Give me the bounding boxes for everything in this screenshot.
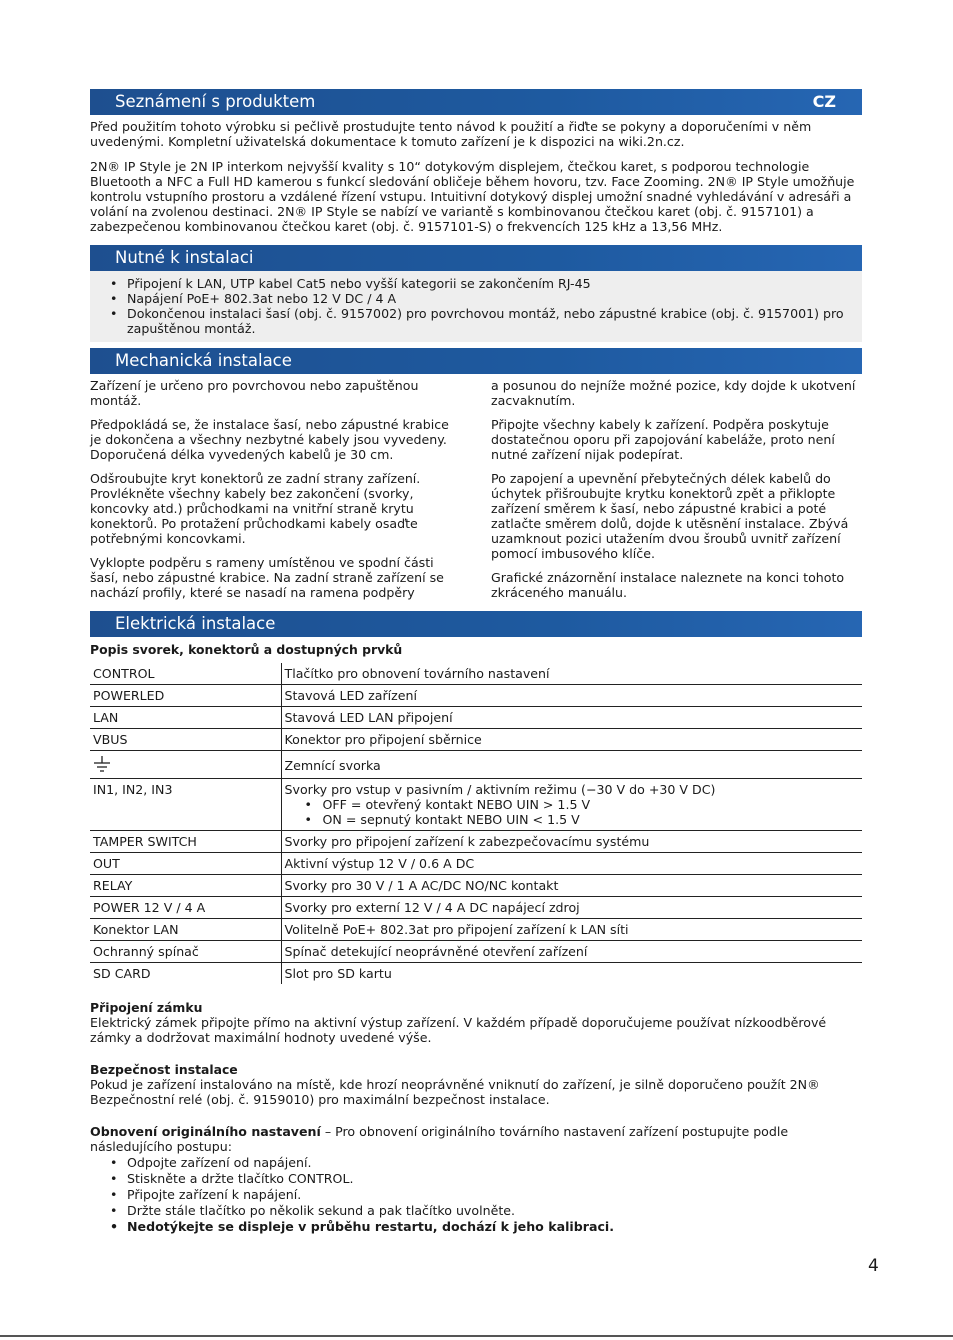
table-cell-value: Aktivní výstup 12 V / 0.6 A DC [281, 853, 862, 875]
table-cell-value: Stavová LED LAN připojení [281, 707, 862, 729]
lock-text: Elektrický zámek připojte přímo na aktivní výstup zařízení. V každém případě doporučujeme používat nízkoodběrové zámky a dodržovat maximální hodnoty uvedené výše. [90, 1015, 827, 1045]
intro-paragraph: 2N® IP Style je 2N IP interkom nejvyšší kvality s 10“ dotykovým displejem, čtečkou karet, s podporou technologie Bluetooth a NFC a Full HD kamerou s funkcí sledování obličeje během hovoru, tzv. Face Zooming. 2N® IP Style umožňuje kontrolu vstupního prostoru a vzdálené řízení vstupu. Intuitivní dotykový displej umožní snadné vyhledávání v adresáři a volání na zvolenou destinaci. 2N® IP Style se nabízí ve variantě s kombinovanou čtečkou karet (obj. č. 9157101) a zabezpečenou kombinovanou čtečkou karet (obj. č. 9157101-S) o frekvencích 125 kHz a 13,56 MHz. [90, 159, 855, 234]
bottom-divider [0, 1335, 953, 1337]
section-title: Mechanická instalace [115, 351, 292, 370]
terminals-table [90, 663, 862, 984]
paragraph: a posunou do nejníže možné pozice, kdy dojde k ukotvení zacvaknutím. [491, 378, 856, 408]
list-item: • Odpojte zařízení od napájení. [90, 1155, 862, 1170]
table-cell-key: IN1, IN2, IN3 [90, 779, 281, 831]
table-row [90, 897, 862, 919]
paragraph: Předpokládá se, že instalace šasí, nebo zápustné krabice je dokončena a všechny nezbytné kabely jsou vyvedeny. Doporučená délka vyvedených kabelů je 30 cm. [90, 417, 449, 462]
paragraph: Připojte všechny kabely k zařízení. Podpěra poskytuje dostatečnou oporu při zapojování kabeláže, proto není nutné zařízení nijak podepírat. [491, 417, 835, 462]
table-cell-value: Zemnící svorka [281, 751, 862, 779]
table-row [90, 779, 862, 831]
paragraph: Zařízení je určeno pro povrchovou nebo zapuštěnou montáž. [90, 378, 419, 408]
list-item: • OFF = otevřený kontakt NEBO UIN > 1.5 V [285, 797, 860, 812]
table-cell-value [281, 779, 862, 831]
list-item: • Napájení PoE+ 802.3at nebo 12 V DC / 4 A [90, 291, 862, 306]
section-header-electrical [90, 611, 862, 637]
table-title: Popis svorek, konektorů a dostupných prvků [90, 642, 403, 657]
input-mode-list [285, 797, 860, 827]
reset-paragraph [90, 1124, 862, 1154]
table-row [90, 941, 862, 963]
table-cell-value: Svorky pro externí 12 V / 4 A DC napájecí zdroj [281, 897, 862, 919]
table-row [90, 663, 862, 685]
table-row [90, 751, 862, 779]
section-header-requirements [90, 245, 862, 271]
table-cell-value: Svorky pro 30 V / 1 A AC/DC NO/NC kontakt [281, 875, 862, 897]
table-cell-value: Volitelně PoE+ 802.3at pro připojení zařízení k LAN síti [281, 919, 862, 941]
table-cell-key: TAMPER SWITCH [90, 831, 281, 853]
reset-text: – Pro obnovení originálního továrního nastavení zařízení postupujte podle následujícího postupu: [90, 1124, 789, 1154]
table-cell-value: Stavová LED zařízení [281, 685, 862, 707]
paragraph: Grafické znázornění instalace naleznete na konci tohoto zkráceného manuálu. [491, 570, 845, 600]
table-cell-key: LAN [90, 707, 281, 729]
section-title: Elektrická instalace [115, 614, 276, 633]
table-cell-value: Konektor pro připojení sběrnice [281, 729, 862, 751]
table-cell-key: Ochranný spínač [90, 941, 281, 963]
mechanical-right-column [491, 378, 862, 609]
paragraph: Po zapojení a upevnění přebytečných délek kabelů do úchytek přišroubujte krytku konektorů zpět a přiklopte zařízení směrem k šasí, nebo zápustné krabici a poté zatlačte směrem dolů, dojde k utěsnění instalace. Zbývá uzamknout pozici utažením dvou šroubů uvnitř zařízení pomocí imbusového klíče. [491, 471, 849, 561]
list-item: • Dokončenou instalaci šasí (obj. č. 9157002) pro povrchovou montáž, nebo zápustné krabice (obj. č. 9157001) pro zapuštěnou montáž. [90, 306, 862, 336]
mechanical-left-column [90, 378, 452, 609]
table-cell-value: Slot pro SD kartu [284, 966, 392, 981]
table-cell-value: Tlačítko pro obnovení továrního nastavení [281, 663, 862, 685]
section-header-intro [90, 89, 862, 115]
section-title: Nutné k instalaci [115, 248, 254, 267]
table-cell-key: POWERLED [90, 685, 281, 707]
intro-paragraph: Před použitím tohoto výrobku si pečlivě prostudujte tento návod k použití a řiďte se pokyny a doporučeními v něm uvedenými. Kompletní uživatelská dokumentace k tomuto zařízení je k dispozici na wiki.2n.cz. [90, 119, 812, 149]
table-row [90, 707, 862, 729]
table-cell-key: POWER 12 V / 4 A [90, 897, 281, 919]
page-number: 4 [868, 1256, 879, 1276]
reset-steps-list [90, 1155, 862, 1234]
list-item: • ON = sepnutý kontakt NEBO UIN < 1.5 V [285, 812, 860, 827]
safety-title: Bezpečnost instalace [90, 1062, 238, 1077]
cell-text: Svorky pro vstup v pasivním / aktivním režimu (−30 V do +30 V DC) [284, 782, 716, 797]
table-cell-key: CONTROL [90, 663, 281, 685]
safety-text: Pokud je zařízení instalováno na místě, kde hrozí neoprávněné vniknutí do zařízení, je silně doporučeno použít 2N® Bezpečnostní relé (obj. č. 9159010) pro maximální bezpečnost instalace. [90, 1077, 820, 1107]
list-item: • Stiskněte a držte tlačítko CONTROL. [90, 1171, 862, 1186]
section-title: Seznámení s produktem [115, 92, 316, 111]
table-row [90, 685, 862, 707]
table-cell-key: Konektor LAN [90, 919, 281, 941]
table-cell-value: Svorky pro připojení zařízení k zabezpečovacímu systému [281, 831, 862, 853]
table-row [90, 853, 862, 875]
table-cell-value: Spínač detekující neoprávněné otevření zařízení [281, 941, 862, 963]
table-cell-key: SD CARD [90, 963, 281, 985]
table-cell-key [90, 751, 281, 779]
table-row [90, 831, 862, 853]
table-row [90, 875, 862, 897]
list-item: • Připojte zařízení k napájení. [90, 1187, 862, 1202]
table-row [90, 729, 862, 751]
lock-title: Připojení zámku [90, 1000, 203, 1015]
table-cell-key: VBUS [90, 729, 281, 751]
manual-page [90, 89, 862, 1234]
list-item-warning: • Nedotýkejte se displeje v průběhu restartu, dochází k jeho kalibraci. [90, 1219, 862, 1234]
table-row [90, 963, 862, 985]
table-cell-key: OUT [90, 853, 281, 875]
paragraph: Vyklopte podpěru s rameny umístěnou ve spodní části šasí, nebo zápustné krabice. Na zadní straně zařízení se nachází profily, které se nasadí na ramena podpěry [90, 555, 444, 600]
reset-title: Obnovení originálního nastavení [90, 1124, 321, 1139]
section-header-mechanical [90, 348, 862, 374]
requirements-box [90, 271, 862, 342]
requirements-list [90, 276, 862, 336]
mechanical-columns [90, 378, 862, 609]
ground-icon [93, 755, 111, 773]
table-cell-key: RELAY [90, 875, 281, 897]
table-row [90, 919, 862, 941]
paragraph: Odšroubujte kryt konektorů ze zadní strany zařízení. Provlékněte všechny kabely bez zakončení (svorky, koncovky atd.) průchodkami na vnitřní straně krytu konektorů. Po protažení průchodkami kabely osaďte potřebnými koncovkami. [90, 471, 421, 546]
language-code: CZ [812, 92, 836, 111]
list-item: • Připojení k LAN, UTP kabel Cat5 nebo vyšší kategorii se zakončením RJ-45 [90, 276, 862, 291]
list-item: • Držte stále tlačítko po několik sekund a pak tlačítko uvolněte. [90, 1203, 862, 1218]
